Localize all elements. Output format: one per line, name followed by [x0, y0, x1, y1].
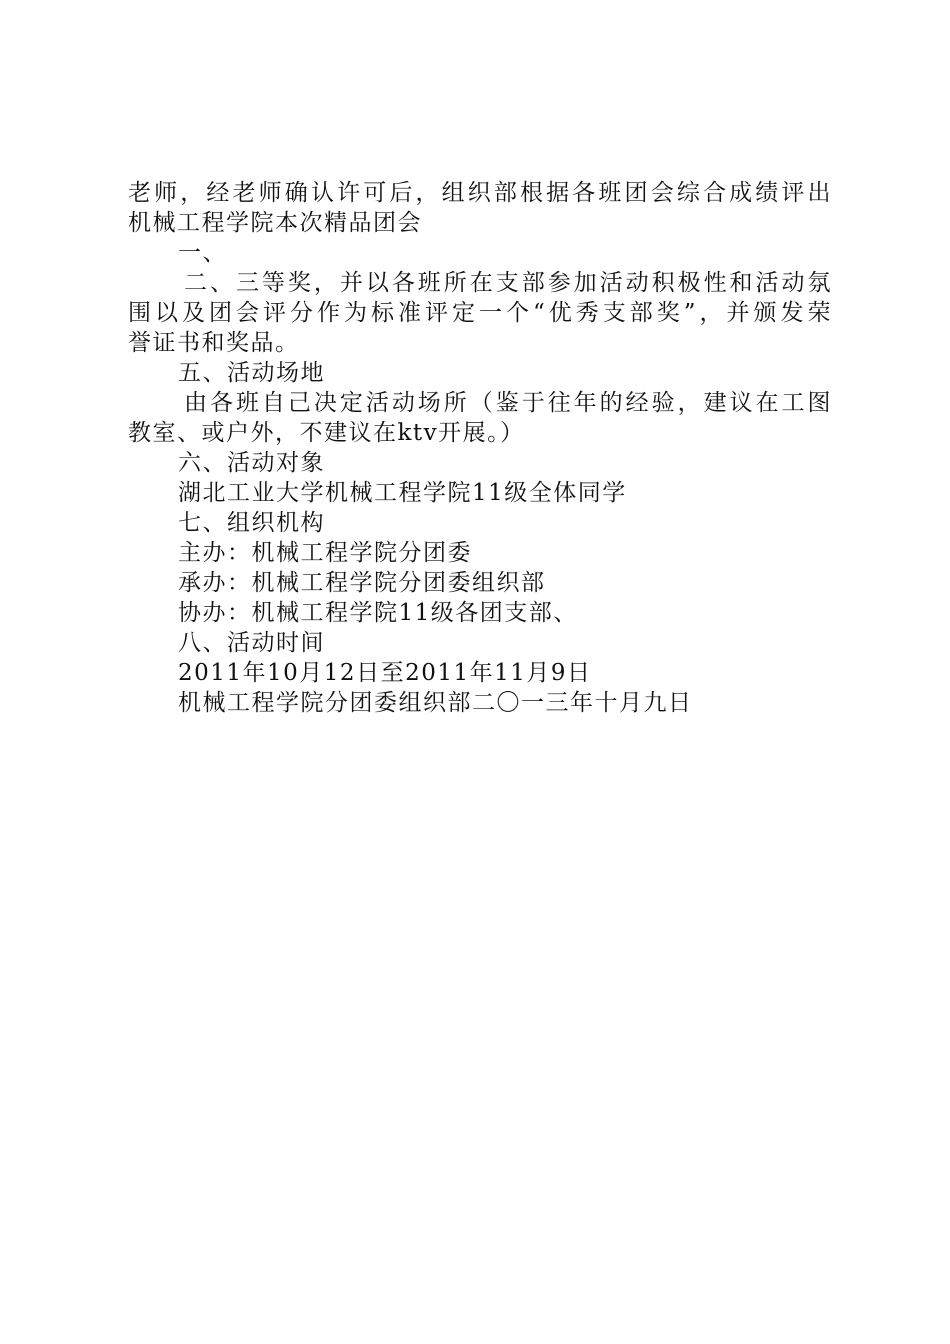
paragraph-line: 湖北工业大学机械工程学院11级全体同学	[178, 480, 627, 506]
paragraph-line: 由各班自己决定活动场所（鉴于往年的经验，建议在工图	[184, 390, 832, 416]
section-heading: 七、组织机构	[178, 510, 325, 536]
paragraph-line: 机械工程学院本次精品团会	[128, 210, 422, 236]
paragraph-line: 协办：机械工程学院11级各团支部、	[178, 600, 578, 626]
document-body	[128, 178, 832, 718]
paragraph-line: 主办：机械工程学院分团委	[178, 540, 472, 566]
section-heading: 一、	[178, 240, 227, 266]
paragraph-line: 誉证书和奖品。	[128, 330, 300, 356]
paragraph-line: 承办：机械工程学院分团委组织部	[178, 570, 546, 596]
section-heading: 六、活动对象	[178, 450, 325, 476]
paragraph-line: 老师，经老师确认许可后，组织部根据各班团会综合成绩评出	[128, 180, 832, 206]
paragraph-line: 围以及团会评分作为标准评定一个“优秀支部奖”，并颁发荣	[128, 300, 832, 326]
date-range-line: 2011年10月12日至2011年11月9日	[178, 660, 592, 686]
paragraph-line: 二、三等奖，并以各班所在支部参加活动积极性和活动氛	[184, 270, 832, 296]
paragraph-line: 教室、或户外，不建议在ktv开展。）	[128, 420, 525, 446]
section-heading: 八、活动时间	[178, 630, 325, 656]
section-heading: 五、活动场地	[178, 360, 325, 386]
signature-line: 机械工程学院分团委组织部二〇一三年十月九日	[178, 690, 693, 716]
